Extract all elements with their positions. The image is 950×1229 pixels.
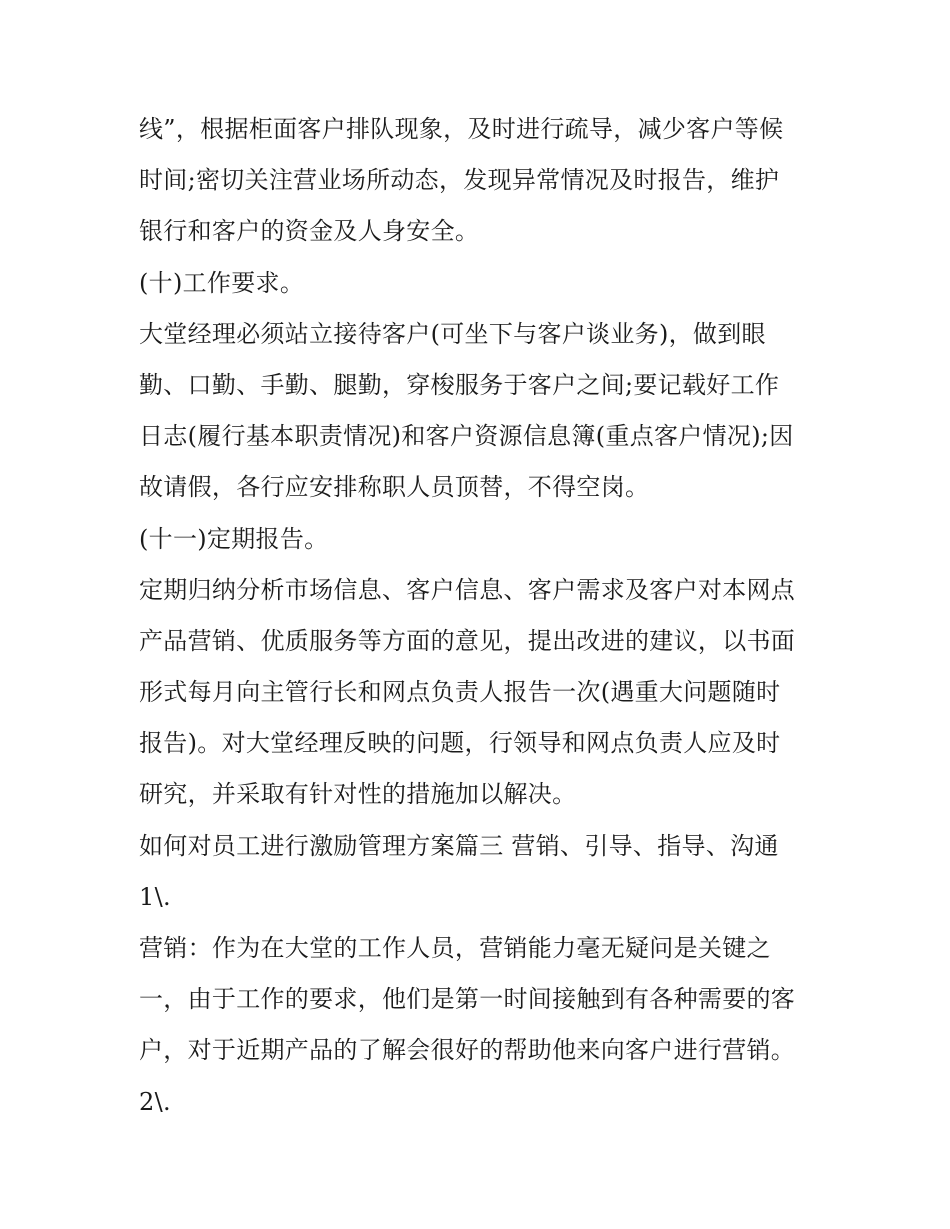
list-number: 2\. bbox=[139, 1087, 171, 1116]
text-line: 银行和客户的资金及人身安全。 bbox=[139, 217, 480, 246]
text-line: 定期归纳分析市场信息、客户信息、客户需求及客户对本网点 bbox=[139, 575, 796, 604]
section-heading: (十)工作要求。 bbox=[139, 268, 305, 297]
list-number: 1\. bbox=[139, 882, 171, 911]
text-line: 时间;密切关注营业场所动态，发现异常情况及时报告，维护 bbox=[139, 166, 780, 195]
text-line: 产品营销、优质服务等方面的意见，提出改进的建议，以书面 bbox=[139, 626, 796, 655]
text-line: 勤、口勤、手勤、腿勤，穿梭服务于客户之间;要记载好工作 bbox=[139, 370, 780, 399]
text-line: 如何对员工进行激励管理方案篇三 营销、引导、指导、沟通 bbox=[139, 831, 779, 860]
text-line: 大堂经理必须站立接待客户(可坐下与客户谈业务)，做到眼 bbox=[139, 319, 766, 348]
text-line: 故请假，各行应安排称职人员顶替，不得空岗。 bbox=[139, 473, 650, 502]
text-line: 日志(履行基本职责情况)和客户资源信息簿(重点客户情况);因 bbox=[139, 422, 794, 451]
text-line: 一，由于工作的要求，他们是第一时间接触到有各种需要的客 bbox=[139, 985, 796, 1014]
text-line: 户，对于近期产品的了解会很好的帮助他来向客户进行营销。 bbox=[139, 1036, 796, 1065]
text-line: 报告)。对大堂经理反映的问题，行领导和网点负责人应及时 bbox=[139, 729, 781, 758]
text-line: 营销：作为在大堂的工作人员，营销能力毫无疑问是关键之 bbox=[139, 934, 771, 962]
text-line: 形式每月向主管行长和网点负责人报告一次(遇重大问题随时 bbox=[139, 678, 781, 707]
text-line: 研究，并采取有针对性的措施加以解决。 bbox=[139, 780, 577, 809]
text-line: 线”，根据柜面客户排队现象，及时进行疏导，减少客户等候 bbox=[139, 115, 784, 143]
document-body bbox=[139, 104, 829, 1128]
section-heading: (十一)定期报告。 bbox=[139, 524, 329, 553]
